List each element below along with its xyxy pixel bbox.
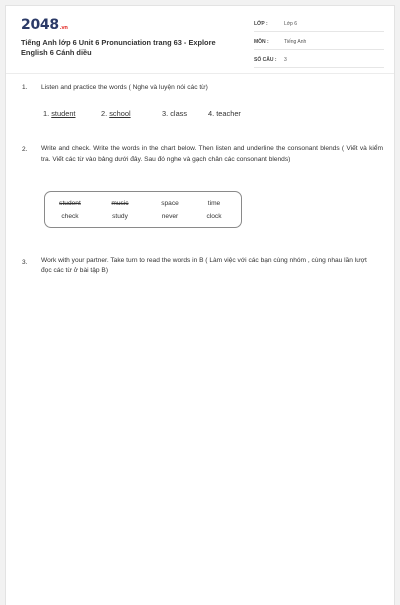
header-divider — [6, 73, 394, 74]
meta-value-count: 3 — [284, 57, 287, 63]
meta-label-count: SỐ CÂU : — [254, 57, 277, 63]
chart-cell: clock — [206, 213, 222, 220]
meta-info — [254, 17, 384, 71]
logo-suffix: .vn — [59, 25, 68, 31]
word-item-1 — [43, 109, 75, 118]
question-2-text: Write and check. Write the words in the chart below. Then listen and underline the consonant blends ( Viết và kiểm tra. Viết các từ vào bảng dưới đây. Sau đó nghe và gạch chân các consonant blends) — [41, 145, 383, 163]
question-3-text: Work with your partner. Take turn to read the words in B ( Làm việc với các bạn cùng nhóm , cùng nhau lần lượt đọc các từ ở bài tập B) — [41, 257, 367, 274]
word-number: 3. — [162, 109, 169, 118]
word-text: school — [109, 109, 131, 118]
question-2-number: 2. — [22, 146, 28, 153]
meta-value-class: Lớp 6 — [284, 21, 298, 27]
word-item-3 — [162, 109, 187, 118]
word-number: 1. — [43, 109, 50, 118]
document-title: Tiếng Anh lớp 6 Unit 6 Pronunciation trang 63 - Explore English 6 Cánh diều — [21, 38, 216, 57]
meta-row-count — [254, 53, 384, 68]
chart-cell: never — [161, 213, 179, 220]
chart-cell: time — [207, 200, 221, 207]
logo-text: 2048 — [21, 17, 59, 33]
chart-cell: check — [61, 213, 79, 220]
meta-label-subject: MÔN : — [254, 39, 269, 45]
meta-row-subject — [254, 35, 384, 50]
site-logo[interactable] — [21, 17, 68, 33]
worksheet — [5, 5, 395, 605]
word-item-2 — [101, 109, 131, 118]
meta-value-subject: Tiếng Anh — [284, 39, 307, 45]
word-chart — [44, 191, 242, 228]
word-number: 2. — [101, 109, 108, 118]
word-number: 4. — [208, 109, 215, 118]
chart-cell: student — [59, 200, 81, 207]
meta-label-class: LỚP : — [254, 21, 268, 27]
chart-cell: music — [111, 200, 129, 207]
word-list — [43, 109, 303, 121]
word-text: class — [170, 109, 188, 118]
meta-row-class — [254, 17, 384, 32]
question-1-number: 1. — [22, 84, 28, 91]
chart-cell: space — [161, 200, 179, 207]
question-1-text: Listen and practice the words ( Nghe và luyện nói các từ) — [41, 84, 208, 91]
word-item-4 — [208, 109, 241, 118]
chart-cell: study — [112, 213, 128, 220]
question-3-number: 3. — [22, 259, 28, 266]
word-text: student — [51, 109, 76, 118]
word-text: teacher — [216, 109, 241, 118]
